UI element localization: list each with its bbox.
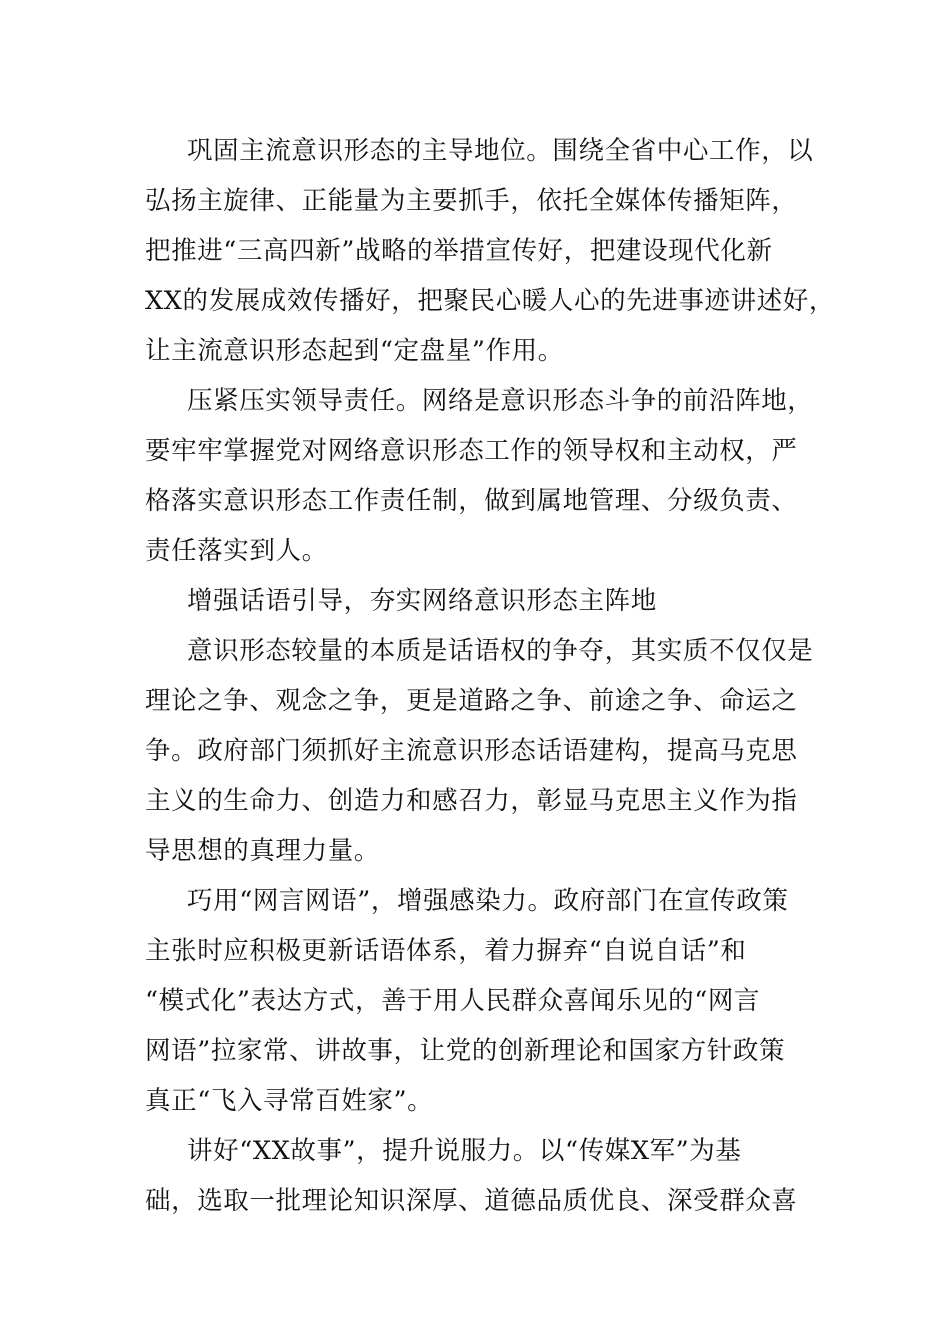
paragraph-line: 主义的生命力、创造力和感召力，彰显马克思主义作为指: [145, 786, 798, 816]
paragraph-line: 真正“飞入寻常百姓家”。: [145, 1086, 434, 1116]
paragraph-line: 让主流意识形态起到“定盘星”作用。: [145, 336, 564, 366]
paragraph-line: 要牢牢掌握党对网络意识形态工作的领导权和主动权，严: [145, 436, 798, 466]
paragraph-line: 讲好“XX故事”，提升说服力。以“传媒X军”为基: [187, 1136, 742, 1166]
paragraph-line: 导思想的真理力量。: [145, 836, 380, 866]
paragraph-line: 格落实意识形态工作责任制，做到属地管理、分级负责、: [145, 486, 798, 516]
paragraph-line: 责任落实到人。: [145, 536, 328, 566]
paragraph-line: 主张时应积极更新话语体系，着力摒弃“自说自话”和: [145, 936, 747, 966]
paragraph-line: 理论之争、观念之争，更是道路之争、前途之争、命运之: [145, 686, 798, 716]
paragraph-line: 弘扬主旋律、正能量为主要抓手，依托全媒体传播矩阵，: [145, 186, 798, 216]
paragraph-line: 争。政府部门须抓好主流意识形态话语建构，提高马克思: [145, 736, 798, 766]
document-body: [145, 126, 836, 1226]
section-heading: 增强话语引导，夯实网络意识形态主阵地: [187, 586, 657, 616]
paragraph-line: XX的发展成效传播好，把聚民心暖人心的先进事迹讲述好，: [145, 286, 836, 316]
paragraph-line: 意识形态较量的本质是话语权的争夺，其实质不仅仅是: [187, 636, 814, 666]
paragraph-line: 压紧压实领导责任。网络是意识形态斗争的前沿阵地，: [187, 386, 814, 416]
paragraph-line: 巩固主流意识形态的主导地位。围绕全省中心工作，以: [187, 136, 814, 166]
paragraph-line: 把推进“三高四新”战略的举措宣传好，把建设现代化新: [145, 236, 773, 266]
paragraph-line: 网语”拉家常、讲故事，让党的创新理论和国家方针政策: [145, 1036, 786, 1066]
paragraph-line: “模式化”表达方式，善于用人民群众喜闻乐见的“网言: [145, 986, 761, 1016]
paragraph-line: 础，选取一批理论知识深厚、道德品质优良、深受群众喜: [145, 1186, 798, 1216]
paragraph-line: 巧用“网言网语”，增强感染力。政府部门在宣传政策: [187, 886, 789, 916]
